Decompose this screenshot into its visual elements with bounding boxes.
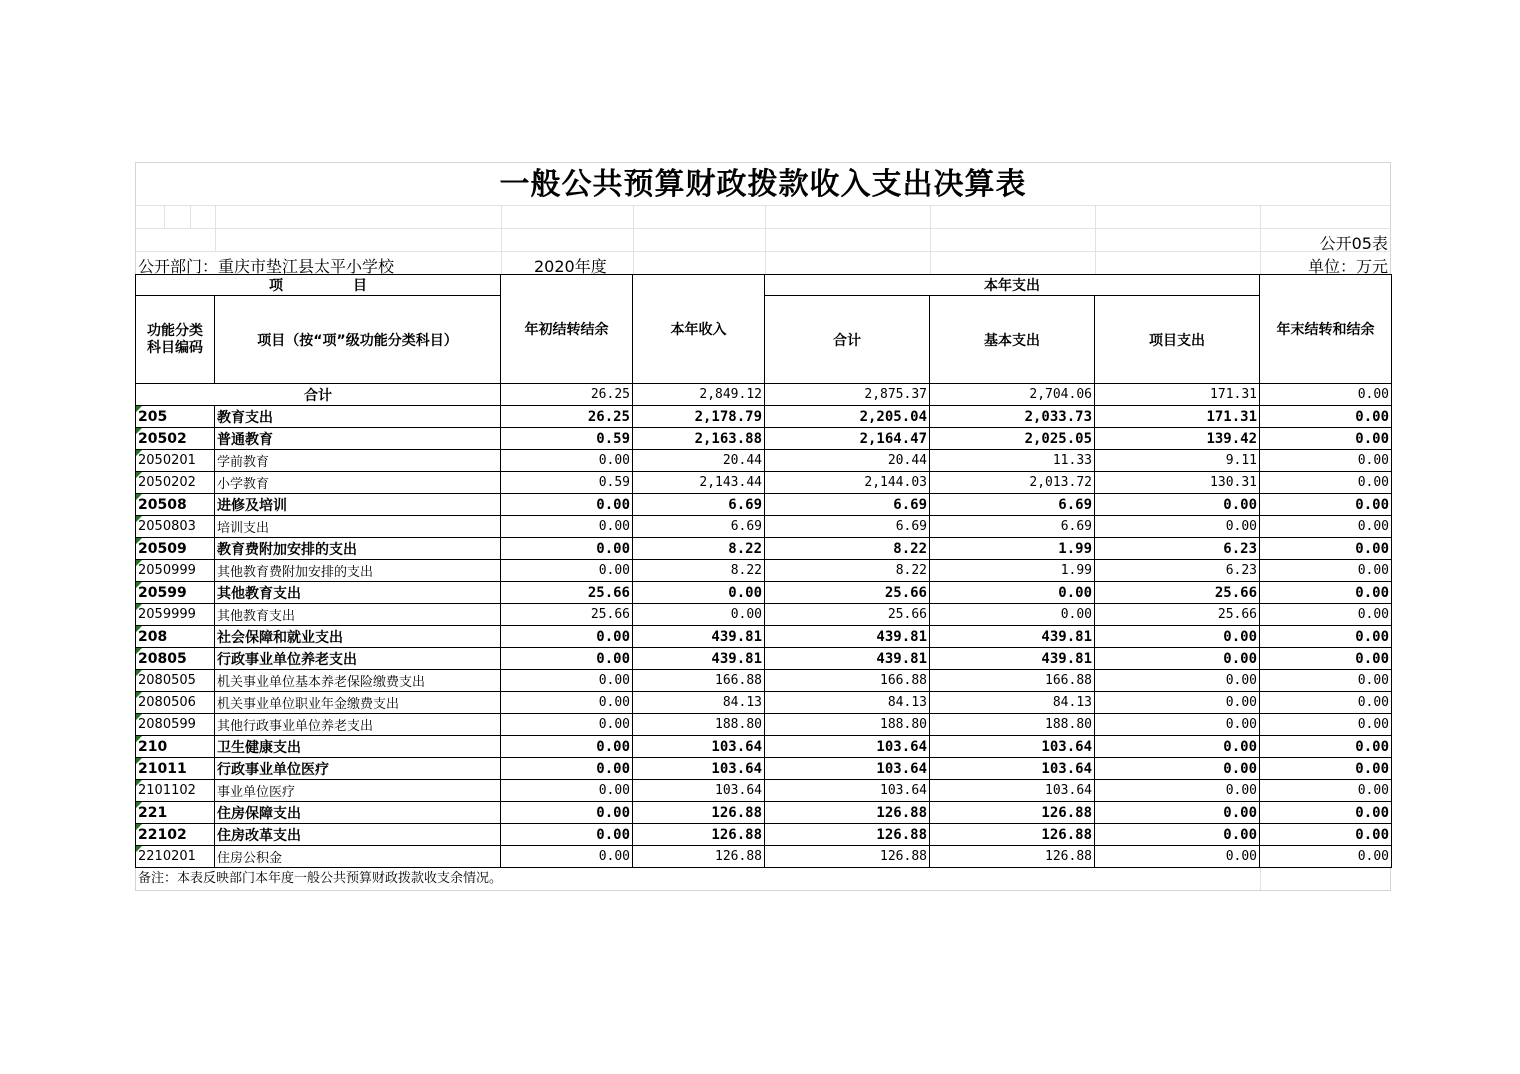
func-code-cell: 205: [136, 406, 215, 428]
item-name-cell: 住房保障支出: [215, 802, 501, 824]
end-balance-cell: 0.00: [1260, 406, 1392, 428]
income-cell: 439.81: [633, 626, 765, 648]
header-exp-project: 项目支出: [1095, 296, 1260, 384]
exp-basic-cell: 439.81: [930, 648, 1095, 670]
exp-basic-cell: 188.80: [930, 714, 1095, 736]
begin-balance-cell: 0.00: [501, 560, 633, 582]
table-note: 备注：本表反映部门本年度一般公共预算财政拨款收支余情况。: [138, 871, 503, 886]
end-balance-cell: 0.00: [1260, 824, 1392, 846]
exp-total-cell: 6.69: [765, 494, 930, 516]
begin-balance-cell: 26.25: [501, 406, 633, 428]
item-name-cell: 行政事业单位养老支出: [215, 648, 501, 670]
income-cell: 20.44: [633, 450, 765, 472]
exp-basic-cell: 1.99: [930, 560, 1095, 582]
income-cell: 2,178.79: [633, 406, 765, 428]
income-cell: 8.22: [633, 538, 765, 560]
total-label: 合计: [136, 384, 501, 406]
end-balance-cell: 0.00: [1260, 626, 1392, 648]
exp-basic-cell: 11.33: [930, 450, 1095, 472]
table-row: [136, 780, 1392, 802]
blank-grid-row: [135, 205, 1391, 228]
header-exp-basic: 基本支出: [930, 296, 1095, 384]
exp-basic-cell: 126.88: [930, 802, 1095, 824]
exp-basic-cell: 6.69: [930, 494, 1095, 516]
exp-project-cell: 0.00: [1095, 516, 1260, 538]
begin-balance-cell: 0.00: [501, 516, 633, 538]
begin-balance-cell: 0.59: [501, 472, 633, 494]
income-cell: 0.00: [633, 604, 765, 626]
header-item-name: 项目（按“项”级功能分类科目）: [215, 296, 501, 384]
exp-basic-cell: 439.81: [930, 626, 1095, 648]
exp-total-cell: 126.88: [765, 824, 930, 846]
income-cell: 0.00: [633, 582, 765, 604]
form-number-row: [135, 228, 1391, 251]
begin-balance-cell: 0.00: [501, 758, 633, 780]
exp-basic-cell: 103.64: [930, 736, 1095, 758]
item-name-cell: 其他行政事业单位养老支出: [215, 714, 501, 736]
begin-balance-cell: 0.00: [501, 802, 633, 824]
end-balance-cell: 0.00: [1260, 428, 1392, 450]
exp-total-cell: 25.66: [765, 582, 930, 604]
table-row: [136, 736, 1392, 758]
income-cell: 126.88: [633, 846, 765, 868]
begin-balance-cell: 25.66: [501, 582, 633, 604]
exp-project-cell: 0.00: [1095, 758, 1260, 780]
income-cell: 6.69: [633, 516, 765, 538]
exp-total-cell: 103.64: [765, 780, 930, 802]
income-cell: 2,163.88: [633, 428, 765, 450]
end-balance-cell: 0.00: [1260, 494, 1392, 516]
exp-basic-cell: 6.69: [930, 516, 1095, 538]
income-cell: 103.64: [633, 780, 765, 802]
end-balance-cell: 0.00: [1260, 714, 1392, 736]
header-func-code: 功能分类科目编码: [136, 296, 215, 384]
department-row: [135, 251, 1391, 274]
end-balance-cell: 0.00: [1260, 450, 1392, 472]
exp-basic-cell: 2,033.73: [930, 406, 1095, 428]
func-code-cell: 20509: [136, 538, 215, 560]
exp-project-cell: 139.42: [1095, 428, 1260, 450]
exp-total-cell: 103.64: [765, 758, 930, 780]
table-row: [136, 450, 1392, 472]
item-name-cell: 教育支出: [215, 406, 501, 428]
total-exp-project: 171.31: [1095, 384, 1260, 406]
unit-label: 单位：万元: [1307, 257, 1388, 276]
exp-total-cell: 84.13: [765, 692, 930, 714]
func-code-cell: 210: [136, 736, 215, 758]
exp-project-cell: 0.00: [1095, 494, 1260, 516]
exp-total-cell: 20.44: [765, 450, 930, 472]
exp-project-cell: 0.00: [1095, 626, 1260, 648]
total-exp-total: 2,875.37: [765, 384, 930, 406]
table-row: [136, 406, 1392, 428]
exp-project-cell: 171.31: [1095, 406, 1260, 428]
end-balance-cell: 0.00: [1260, 758, 1392, 780]
income-cell: 84.13: [633, 692, 765, 714]
end-balance-cell: 0.00: [1260, 670, 1392, 692]
exp-total-cell: 166.88: [765, 670, 930, 692]
exp-project-cell: 0.00: [1095, 780, 1260, 802]
exp-total-cell: 188.80: [765, 714, 930, 736]
func-code-cell: 20502: [136, 428, 215, 450]
end-balance-cell: 0.00: [1260, 604, 1392, 626]
item-name-cell: 培训支出: [215, 516, 501, 538]
item-name-cell: 普通教育: [215, 428, 501, 450]
exp-total-cell: 6.69: [765, 516, 930, 538]
item-name-cell: 小学教育: [215, 472, 501, 494]
header-begin-balance: 年初结转结余: [501, 275, 633, 384]
header-end-balance: 年末结转和结余: [1260, 275, 1392, 384]
func-code-cell: 20508: [136, 494, 215, 516]
income-cell: 103.64: [633, 758, 765, 780]
func-code-cell: 20805: [136, 648, 215, 670]
func-code-cell: 2080505: [136, 670, 215, 692]
budget-table: [135, 274, 1392, 868]
table-row: [136, 692, 1392, 714]
begin-balance-cell: 0.00: [501, 714, 633, 736]
func-code-cell: 21011: [136, 758, 215, 780]
exp-total-cell: 126.88: [765, 802, 930, 824]
item-name-cell: 社会保障和就业支出: [215, 626, 501, 648]
income-cell: 6.69: [633, 494, 765, 516]
func-code-cell: 2210201: [136, 846, 215, 868]
fiscal-year: 2020年度: [534, 257, 607, 276]
department-name: 公开部门：重庆市垫江县太平小学校: [138, 257, 395, 276]
begin-balance-cell: 0.00: [501, 824, 633, 846]
exp-basic-cell: 126.88: [930, 846, 1095, 868]
exp-project-cell: 130.31: [1095, 472, 1260, 494]
exp-total-cell: 2,205.04: [765, 406, 930, 428]
exp-basic-cell: 2,025.05: [930, 428, 1095, 450]
header-exp-total: 合计: [765, 296, 930, 384]
exp-basic-cell: 1.99: [930, 538, 1095, 560]
begin-balance-cell: 0.00: [501, 648, 633, 670]
end-balance-cell: 0.00: [1260, 780, 1392, 802]
table-row: [136, 626, 1392, 648]
begin-balance-cell: 25.66: [501, 604, 633, 626]
item-name-cell: 行政事业单位医疗: [215, 758, 501, 780]
item-name-cell: 住房改革支出: [215, 824, 501, 846]
exp-total-cell: 439.81: [765, 626, 930, 648]
item-name-cell: 机关事业单位基本养老保险缴费支出: [215, 670, 501, 692]
exp-total-cell: 8.22: [765, 560, 930, 582]
exp-basic-cell: 126.88: [930, 824, 1095, 846]
item-name-cell: 教育费附加安排的支出: [215, 538, 501, 560]
exp-project-cell: 25.66: [1095, 604, 1260, 626]
exp-total-cell: 2,164.47: [765, 428, 930, 450]
begin-balance-cell: 0.00: [501, 450, 633, 472]
table-row: [136, 802, 1392, 824]
table-row: [136, 560, 1392, 582]
table-row: [136, 494, 1392, 516]
header-item-group: 项 目: [136, 275, 501, 296]
func-code-cell: 208: [136, 626, 215, 648]
end-balance-cell: 0.00: [1260, 516, 1392, 538]
func-code-cell: 20599: [136, 582, 215, 604]
exp-total-cell: 439.81: [765, 648, 930, 670]
table-row: [136, 648, 1392, 670]
begin-balance-cell: 0.00: [501, 538, 633, 560]
end-balance-cell: 0.00: [1260, 582, 1392, 604]
begin-balance-cell: 0.00: [501, 780, 633, 802]
item-name-cell: 其他教育支出: [215, 582, 501, 604]
item-name-cell: 其他教育支出: [215, 604, 501, 626]
begin-balance-cell: 0.00: [501, 626, 633, 648]
end-balance-cell: 0.00: [1260, 538, 1392, 560]
end-balance-cell: 0.00: [1260, 648, 1392, 670]
exp-basic-cell: 2,013.72: [930, 472, 1095, 494]
func-code-cell: 2050201: [136, 450, 215, 472]
func-code-cell: 22102: [136, 824, 215, 846]
item-name-cell: 进修及培训: [215, 494, 501, 516]
item-name-cell: 机关事业单位职业年金缴费支出: [215, 692, 501, 714]
end-balance-cell: 0.00: [1260, 560, 1392, 582]
item-name-cell: 其他教育费附加安排的支出: [215, 560, 501, 582]
exp-total-cell: 25.66: [765, 604, 930, 626]
begin-balance-cell: 0.00: [501, 494, 633, 516]
income-cell: 8.22: [633, 560, 765, 582]
func-code-cell: 2050999: [136, 560, 215, 582]
item-name-cell: 住房公积金: [215, 846, 501, 868]
total-row: [136, 384, 1392, 406]
table-row: [136, 582, 1392, 604]
exp-project-cell: 0.00: [1095, 670, 1260, 692]
exp-basic-cell: 103.64: [930, 780, 1095, 802]
exp-total-cell: 126.88: [765, 846, 930, 868]
exp-project-cell: 6.23: [1095, 560, 1260, 582]
form-number: 公开05表: [1319, 234, 1388, 253]
note-row: [135, 868, 1391, 891]
func-code-cell: 221: [136, 802, 215, 824]
item-name-cell: 事业单位医疗: [215, 780, 501, 802]
item-name-cell: 卫生健康支出: [215, 736, 501, 758]
header-income: 本年收入: [633, 275, 765, 384]
exp-total-cell: 2,144.03: [765, 472, 930, 494]
end-balance-cell: 0.00: [1260, 802, 1392, 824]
total-exp-basic: 2,704.06: [930, 384, 1095, 406]
exp-project-cell: 0.00: [1095, 736, 1260, 758]
total-begin-balance: 26.25: [501, 384, 633, 406]
table-row: [136, 758, 1392, 780]
begin-balance-cell: 0.00: [501, 846, 633, 868]
income-cell: 166.88: [633, 670, 765, 692]
begin-balance-cell: 0.00: [501, 670, 633, 692]
table-row: [136, 428, 1392, 450]
end-balance-cell: 0.00: [1260, 692, 1392, 714]
exp-basic-cell: 103.64: [930, 758, 1095, 780]
exp-basic-cell: 84.13: [930, 692, 1095, 714]
end-balance-cell: 0.00: [1260, 736, 1392, 758]
exp-project-cell: 0.00: [1095, 648, 1260, 670]
income-cell: 188.80: [633, 714, 765, 736]
header-expense-group: 本年支出: [765, 275, 1260, 296]
exp-project-cell: 0.00: [1095, 846, 1260, 868]
exp-project-cell: 25.66: [1095, 582, 1260, 604]
table-row: [136, 538, 1392, 560]
begin-balance-cell: 0.59: [501, 428, 633, 450]
total-end-balance: 0.00: [1260, 384, 1392, 406]
exp-basic-cell: 0.00: [930, 582, 1095, 604]
total-income: 2,849.12: [633, 384, 765, 406]
table-row: [136, 472, 1392, 494]
exp-project-cell: 9.11: [1095, 450, 1260, 472]
sheet-title: 一般公共预算财政拨款收入支出决算表: [135, 162, 1391, 205]
income-cell: 126.88: [633, 824, 765, 846]
income-cell: 103.64: [633, 736, 765, 758]
exp-project-cell: 0.00: [1095, 802, 1260, 824]
spreadsheet-sheet: [135, 162, 1391, 891]
begin-balance-cell: 0.00: [501, 736, 633, 758]
exp-basic-cell: 166.88: [930, 670, 1095, 692]
exp-total-cell: 103.64: [765, 736, 930, 758]
func-code-cell: 2050803: [136, 516, 215, 538]
table-row: [136, 604, 1392, 626]
func-code-cell: 2080506: [136, 692, 215, 714]
exp-basic-cell: 0.00: [930, 604, 1095, 626]
table-row: [136, 824, 1392, 846]
func-code-cell: 2059999: [136, 604, 215, 626]
income-cell: 2,143.44: [633, 472, 765, 494]
exp-project-cell: 0.00: [1095, 824, 1260, 846]
exp-project-cell: 0.00: [1095, 692, 1260, 714]
end-balance-cell: 0.00: [1260, 472, 1392, 494]
end-balance-cell: 0.00: [1260, 846, 1392, 868]
exp-total-cell: 8.22: [765, 538, 930, 560]
begin-balance-cell: 0.00: [501, 692, 633, 714]
table-row: [136, 846, 1392, 868]
func-code-cell: 2080599: [136, 714, 215, 736]
func-code-cell: 2101102: [136, 780, 215, 802]
table-row: [136, 670, 1392, 692]
table-row: [136, 516, 1392, 538]
table-row: [136, 714, 1392, 736]
exp-project-cell: 6.23: [1095, 538, 1260, 560]
income-cell: 126.88: [633, 802, 765, 824]
exp-project-cell: 0.00: [1095, 714, 1260, 736]
income-cell: 439.81: [633, 648, 765, 670]
func-code-cell: 2050202: [136, 472, 215, 494]
item-name-cell: 学前教育: [215, 450, 501, 472]
